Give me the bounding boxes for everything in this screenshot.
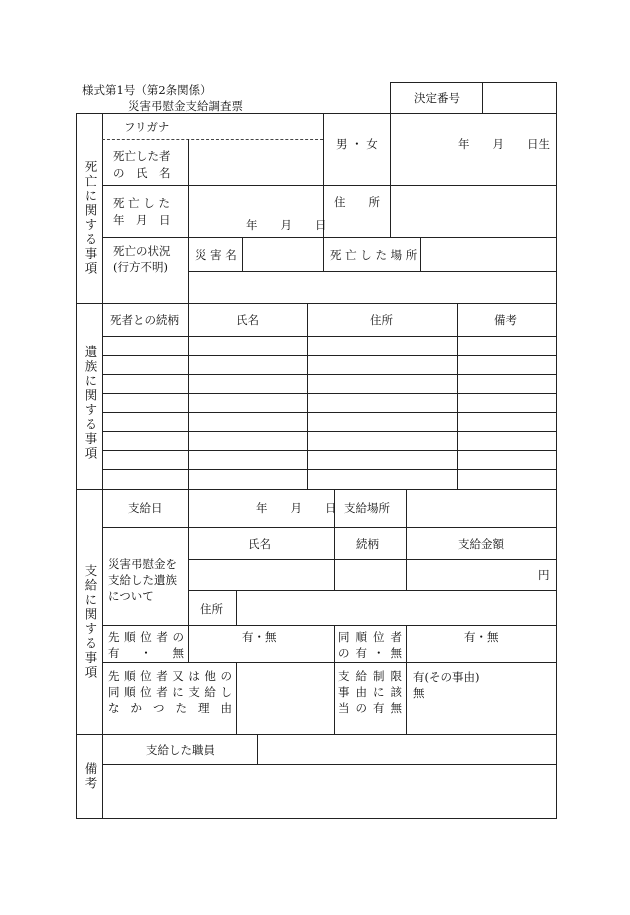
priority-person-value[interactable]: 有・無	[242, 630, 277, 644]
yen-unit: 円	[538, 568, 550, 582]
death-status-label-1: 死亡の状況	[113, 244, 171, 258]
family-section-label: 遺族に関する事項	[83, 345, 98, 461]
remarks-section-label: 備考	[83, 762, 98, 791]
decision-number-label: 決定番号	[414, 91, 460, 105]
restriction-label: 支 給 制 限 事 由 に 該 当 の 有 無	[338, 669, 402, 715]
restriction-value-1[interactable]: 有(その事由)	[413, 670, 480, 684]
payment-date-value[interactable]: 年 月 日	[256, 501, 337, 515]
col-address: 住所	[370, 313, 393, 327]
col-name: 氏名	[236, 313, 259, 327]
furigana-label: フリガナ	[124, 120, 170, 134]
deceased-name-label-2: の 氏 名	[113, 166, 171, 180]
death-date-label-1: 死 亡 し た	[113, 196, 170, 210]
death-date-label-2: 年 月 日	[113, 213, 171, 227]
death-place-label: 死 亡 し た 場 所	[330, 248, 418, 262]
col-relation: 死者との続柄	[110, 313, 179, 327]
disaster-name-label: 災 害 名	[195, 248, 237, 262]
payment-place-label: 支給場所	[344, 501, 390, 515]
address-label: 住 所	[334, 195, 380, 209]
recipient-family-label: 災害弔慰金を支給した遺族について	[108, 557, 177, 603]
same-rank-person-value[interactable]: 有・無	[464, 630, 499, 644]
form-number: 様式第1号（第2条関係）	[82, 83, 212, 97]
birth-date[interactable]: 年 月 日生	[458, 137, 550, 151]
recipient-address-label: 住所	[200, 602, 223, 616]
deceased-name-label-1: 死亡した者	[113, 149, 171, 163]
restriction-value-2[interactable]: 無	[413, 686, 425, 700]
same-rank-person-label: 同 順 位 者 の有・無	[338, 630, 402, 660]
death-date-value[interactable]: 年 月 日	[246, 218, 327, 232]
col-remarks: 備考	[494, 313, 517, 327]
col-recipient-name: 氏名	[248, 537, 271, 551]
non-payment-reason-label: 先 順 位 者 又 は 他 の 同 順 位 者 に 支 給 し な か つ た 理 由	[108, 669, 232, 715]
death-section-label: 死亡に関する事項	[83, 160, 98, 276]
death-status-label-2: (行方不明)	[113, 260, 168, 274]
col-payment-amount: 支給金額	[458, 537, 504, 551]
payment-section-label: 支給に関する事項	[83, 564, 98, 680]
form-title: 災害弔慰金支給調査票	[128, 99, 243, 113]
gender-choice[interactable]: 男 ・ 女	[336, 137, 378, 151]
col-recipient-relation: 続柄	[356, 537, 379, 551]
staff-label: 支給した職員	[146, 743, 215, 757]
payment-date-label: 支給日	[128, 501, 163, 515]
priority-person-label: 先 順 位 者 の 有・無	[108, 630, 184, 660]
